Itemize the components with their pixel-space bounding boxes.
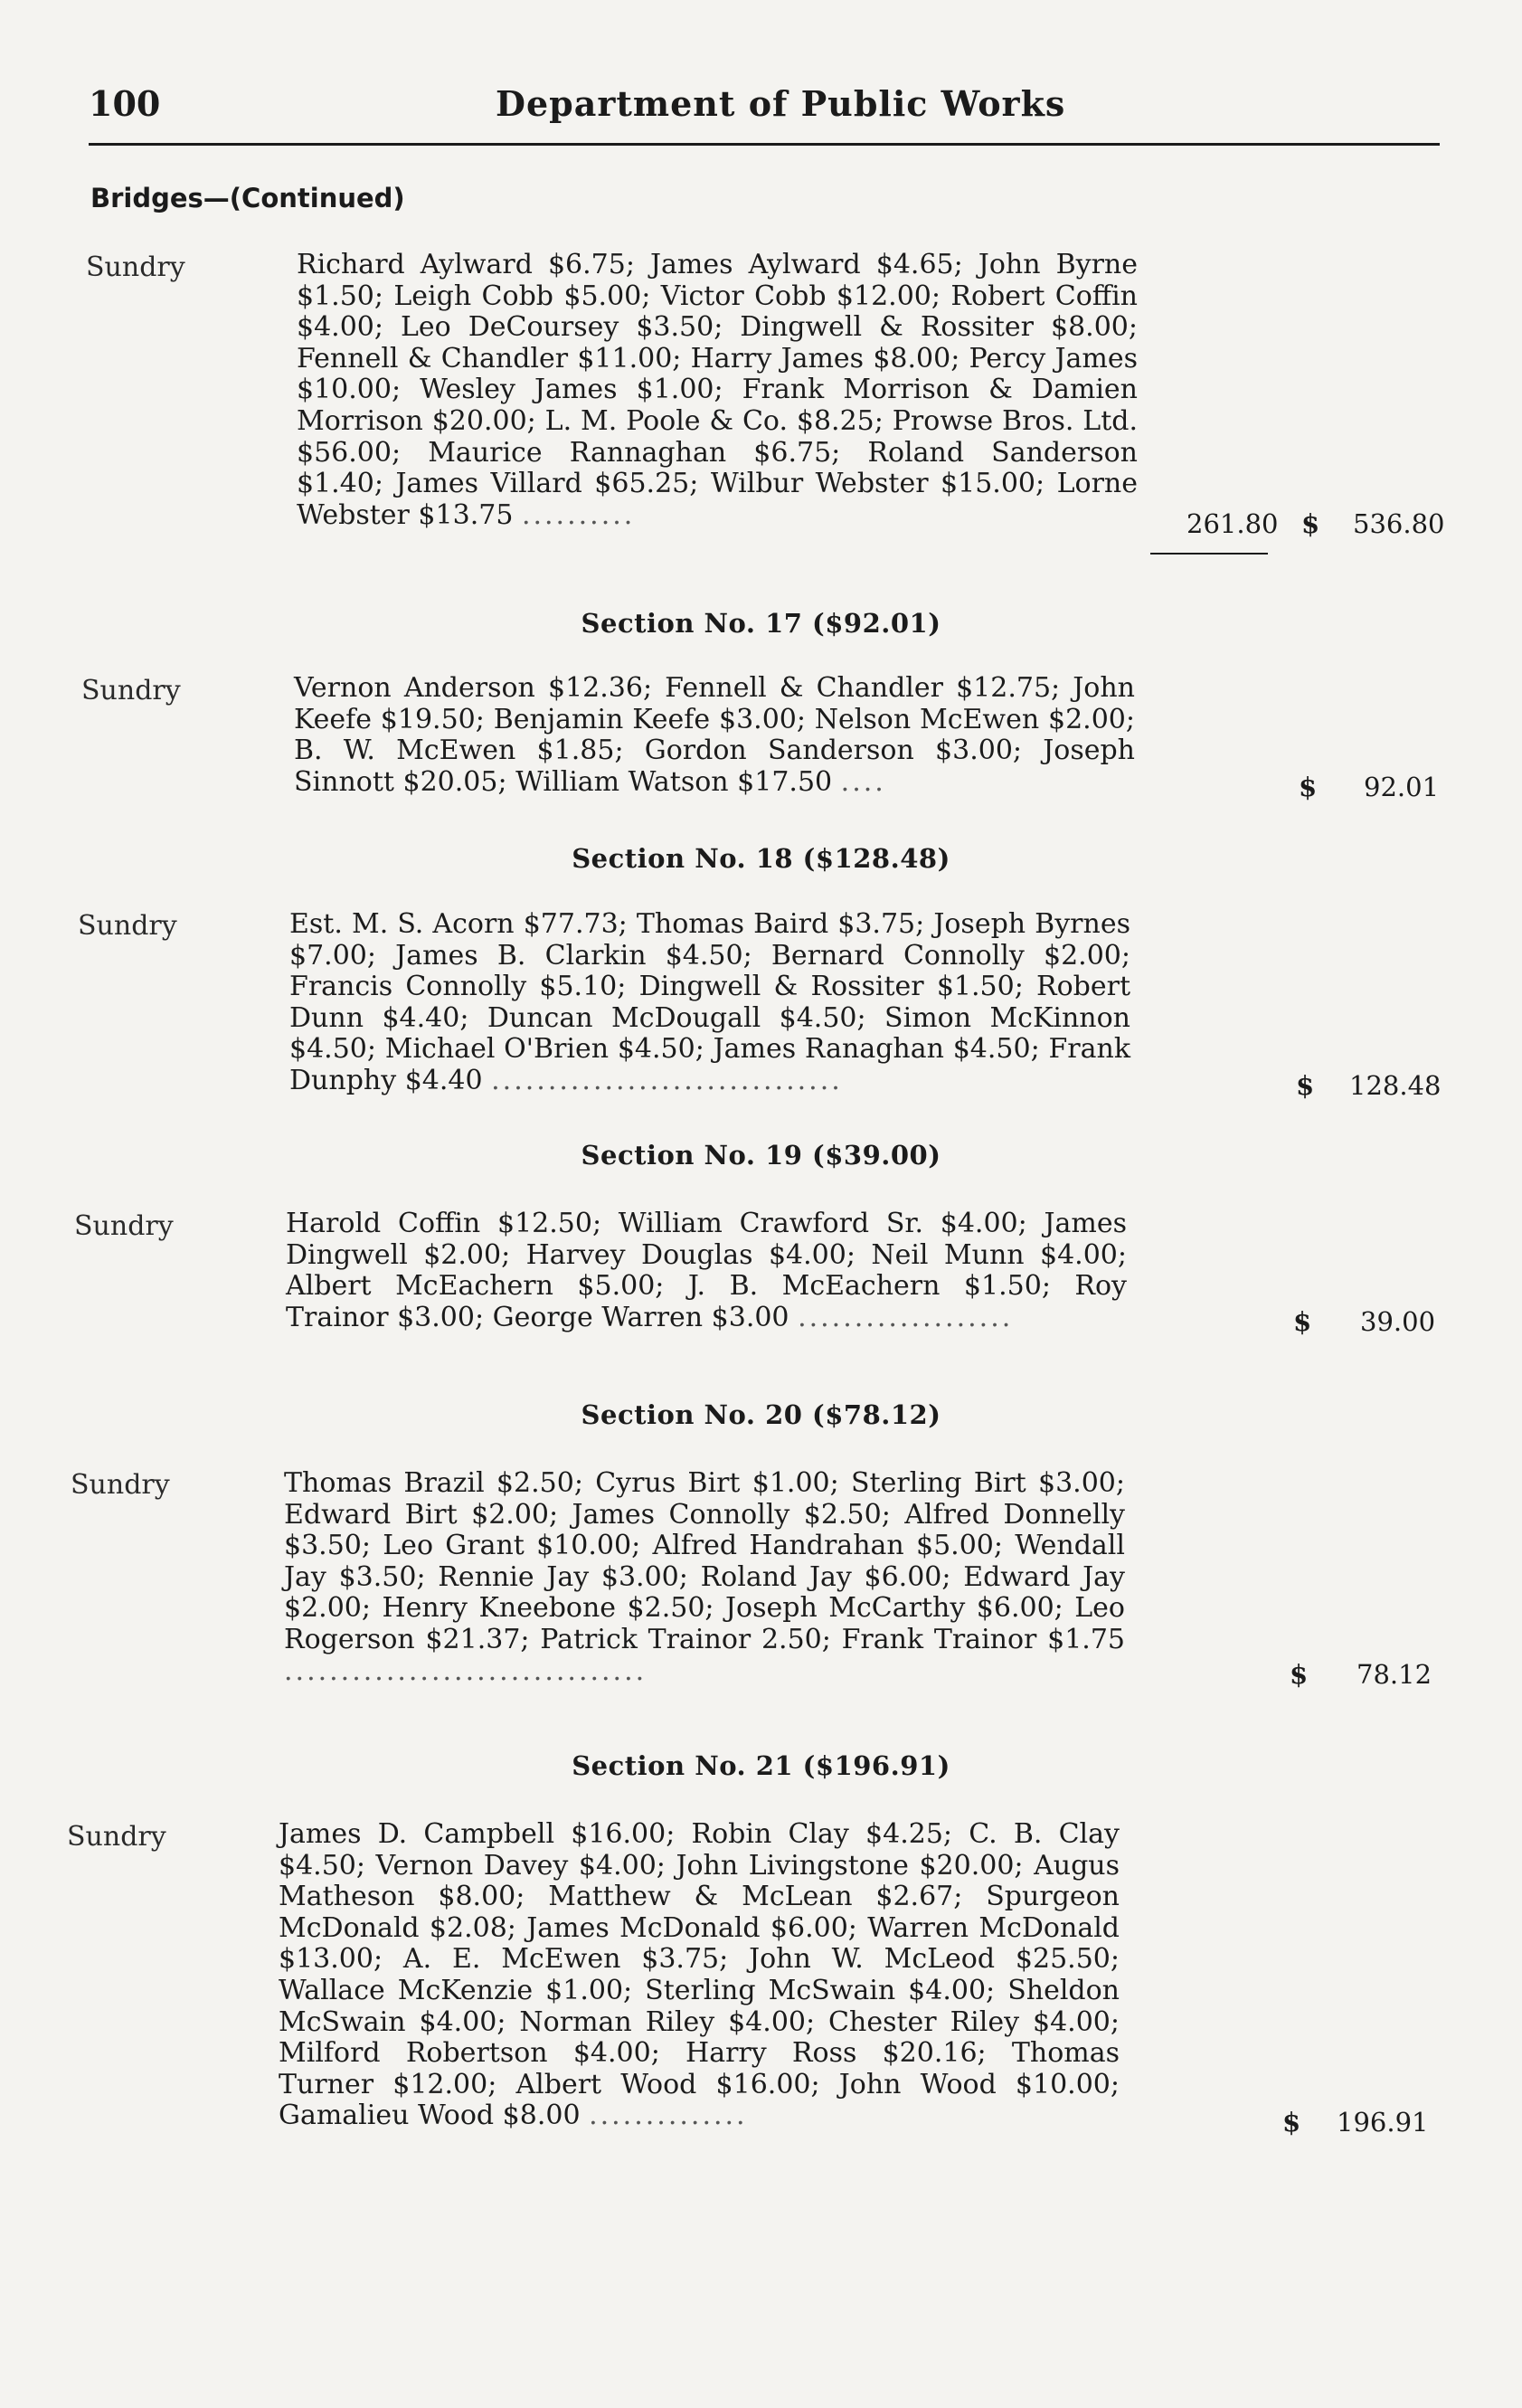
page-header xyxy=(89,83,1440,137)
leader-dots: .......... xyxy=(521,498,636,531)
total-amount: 78.12 xyxy=(1357,1659,1432,1690)
continued-heading: Bridges—(Continued) xyxy=(90,183,405,213)
dollar-sign: $ xyxy=(1301,508,1320,539)
leader-dots: ................................ xyxy=(284,1654,648,1687)
dollar-sign: $ xyxy=(1290,1659,1309,1690)
entry-label: Sundry xyxy=(78,910,177,942)
entry-text xyxy=(297,250,1138,531)
entry-label: Sundry xyxy=(74,1210,174,1242)
header-rule xyxy=(89,143,1440,146)
total-amount: 128.48 xyxy=(1349,1070,1442,1101)
dollar-sign: $ xyxy=(1296,1070,1315,1101)
leader-dots: ............................... xyxy=(491,1064,843,1096)
total-amount: 92.01 xyxy=(1364,772,1440,802)
entry-text xyxy=(284,1468,1125,1687)
dollar-sign: $ xyxy=(1282,2107,1301,2138)
entry-names: Harold Coffin $12.50; William Crawford Sr. $4.00; James Dingwell $2.00; Harvey Douglas $4.00; Neil Munn $4.00; Albert McEachern $5.00; J. B. McEachern $1.50; Roy Trainor $3.00; George Warren $3.00 xyxy=(286,1208,1127,1333)
section-title: Section No. 17 ($92.01) xyxy=(581,608,941,639)
dollar-sign: $ xyxy=(1293,1306,1312,1337)
leader-dots: .... xyxy=(840,765,886,798)
total-amount: 536.80 xyxy=(1353,508,1445,539)
subtotal-rule xyxy=(1150,553,1268,555)
page-number: 100 xyxy=(89,83,161,124)
section-title: Section No. 19 ($39.00) xyxy=(581,1140,941,1171)
entry-names: Est. M. S. Acorn $77.73; Thomas Baird $3.75; Joseph Byrnes $7.00; James B. Clarkin $4.50; Bernard Connolly $2.00; Francis Connolly $5.10; Dingwell & Rossiter $1.50; Robert Dunn $4.40; Duncan McDougall $4.50; Simon McKinnon $4.50; Michael O'Brien $4.50; James Ranaghan $4.50; Frank Dunphy $4.40 xyxy=(289,908,1130,1096)
entry-names: Richard Aylward $6.75; James Aylward $4.65; John Byrne $1.50; Leigh Cobb $5.00; Victor Cobb $12.00; Robert Coffin $4.00; Leo DeCoursey $3.50; Dingwell & Rossiter $8.00; Fennell & Chandler $11.00; Harry James $8.00; Percy James $10.00; Wesley James $1.00; Frank Morrison & Damien Morrison $20.00; L. M. Poole & Co. $8.25; Prowse Bros. Ltd. $56.00; Maurice Rannaghan $6.75; Roland Sanderson $1.40; James Villard $65.25; Wilbur Webster $15.00; Lorne Webster $13.75 xyxy=(297,249,1138,531)
entry-names: James D. Campbell $16.00; Robin Clay $4.25; C. B. Clay $4.50; Vernon Davey $4.00; John Livingstone $20.00; Augus Matheson $8.00; Matthew & McLean $2.67; Spurgeon McDonald $2.08; James McDonald $6.00; Warren McDonald $13.00; A. E. McEwen $3.75; John W. McLeod $25.50; Wallace McKenzie $1.00; Sterling McSwain $4.00; Sheldon McSwain $4.00; Norman Riley $4.00; Chester Riley $4.00; Milford Robertson $4.00; Harry Ross $20.16; Thomas Turner $12.00; Albert Wood $16.00; John Wood $10.00; Gamalieu Wood $8.00 xyxy=(279,1818,1120,2132)
entry-text xyxy=(286,1209,1127,1333)
entry-names: Thomas Brazil $2.50; Cyrus Birt $1.00; Sterling Birt $3.00; Edward Birt $2.00; James Connolly $2.50; Alfred Donnelly $3.50; Leo Grant $10.00; Alfred Handrahan $5.00; Wendall Jay $3.50; Rennie Jay $3.00; Roland Jay $6.00; Edward Jay $2.00; Henry Kneebone $2.50; Joseph McCarthy $6.00; Leo Rogerson $21.37; Patrick Trainor 2.50; Frank Trainor $1.75 xyxy=(284,1467,1125,1655)
entry-names: Vernon Anderson $12.36; Fennell & Chandler $12.75; John Keefe $19.50; Benjamin Keefe $3.00; Nelson McEwen $2.00; B. W. McEwen $1.85; Gordon Sanderson $3.00; Joseph Sinnott $20.05; William Watson $17.50 xyxy=(294,672,1135,798)
leader-dots: .............. xyxy=(589,2100,748,2132)
subtotal-amount: 261.80 xyxy=(1186,508,1279,539)
entry-text xyxy=(289,909,1130,1097)
page-title: Department of Public Works xyxy=(496,83,1066,124)
entry-label: Sundry xyxy=(86,251,185,283)
section-title: Section No. 18 ($128.48) xyxy=(572,843,950,874)
section-title: Section No. 21 ($196.91) xyxy=(572,1750,950,1781)
entry-label: Sundry xyxy=(71,1469,170,1501)
entry-text xyxy=(294,673,1135,798)
entry-text xyxy=(279,1819,1120,2132)
leader-dots: ................... xyxy=(798,1301,1014,1333)
entry-label: Sundry xyxy=(67,1821,166,1853)
dollar-sign: $ xyxy=(1299,772,1318,802)
total-amount: 39.00 xyxy=(1360,1306,1436,1337)
entry-label: Sundry xyxy=(81,675,181,706)
total-amount: 196.91 xyxy=(1337,2107,1429,2138)
section-title: Section No. 20 ($78.12) xyxy=(581,1399,941,1430)
